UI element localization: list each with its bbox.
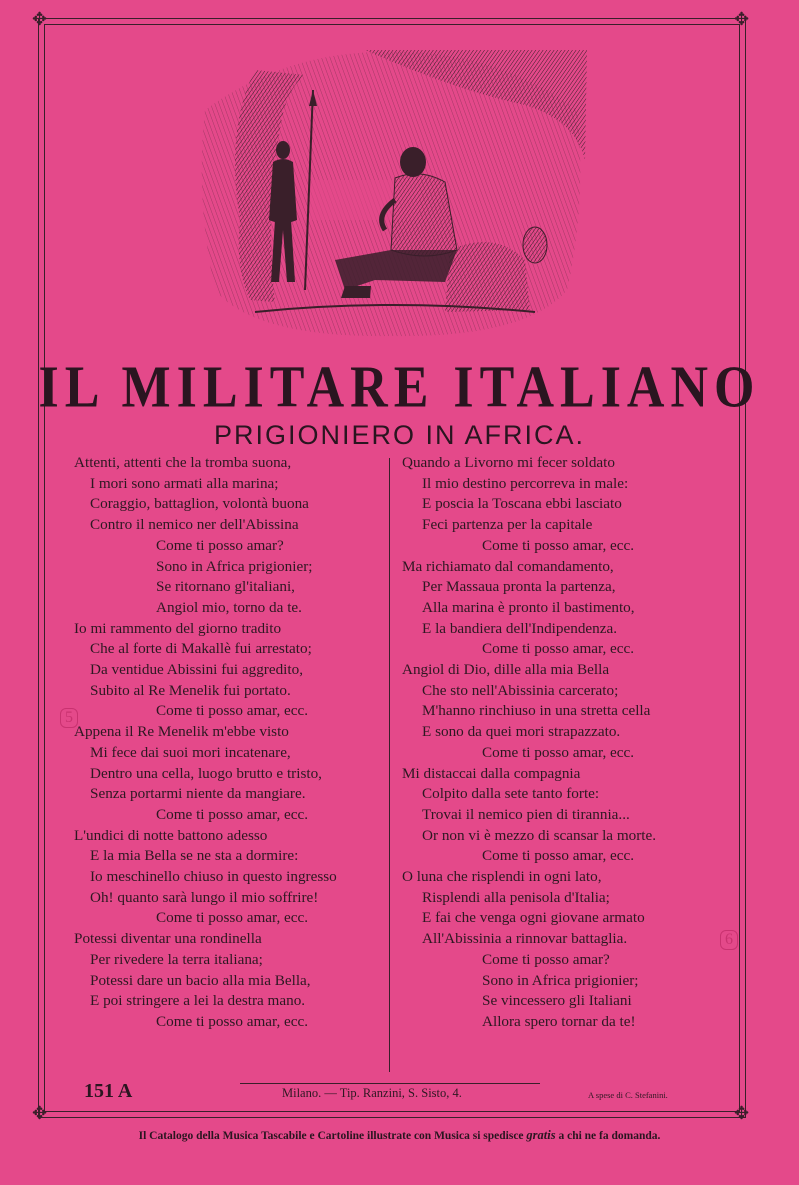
poem-line: Contro il nemico ner dell'Abissina	[90, 516, 299, 534]
poem-line: Che sto nell'Abissinia carcerato;	[422, 681, 619, 699]
poem-line: E la bandiera dell'Indipendenza.	[422, 619, 618, 637]
poem-line: Trovai il nemico pien di tirannia...	[422, 805, 630, 823]
poem-line: Come ti posso amar, ecc.	[156, 1012, 309, 1030]
poem-line: Come ti posso amar, ecc.	[156, 909, 309, 927]
corner-ornament-icon: ✥	[32, 9, 48, 29]
poem-line: Feci partenza per la capitale	[422, 516, 593, 534]
column-divider	[389, 458, 390, 1072]
poem-line: E fai che venga ogni giovane armato	[422, 909, 645, 927]
poem-line: Colpito dalla sete tanto forte:	[422, 785, 600, 803]
poem-line: E sono da quei mori strapazzato.	[422, 723, 621, 741]
poem-line: Come ti posso amar, ecc.	[482, 847, 635, 865]
poem-line: Come ti posso amar, ecc.	[482, 536, 635, 554]
poem-line: E la mia Bella se ne sta a dormire:	[90, 847, 299, 865]
poem-line: Io meschinello chiuso in questo ingresso	[90, 868, 337, 886]
poem-line: M'hanno rinchiuso in una stretta cella	[422, 702, 651, 720]
poem-line: Il mio destino percorreva in male:	[422, 474, 629, 492]
publisher-credit: A spese di C. Stefanini.	[588, 1090, 668, 1100]
poem-line: Come ti posso amar?	[156, 536, 284, 554]
poem-line: Come ti posso amar, ecc.	[482, 640, 635, 658]
catalog-notice	[0, 1128, 799, 1143]
poem-line: Risplendi alla penisola d'Italia;	[422, 888, 610, 906]
poem-line: Come ti posso amar, ecc.	[482, 743, 635, 761]
poem-line: Coraggio, battaglion, volontà buona	[90, 495, 309, 513]
footer-rule	[240, 1083, 540, 1084]
catalog-number: 151 A	[84, 1080, 133, 1102]
poem-line: Angiol mio, torno da te.	[156, 598, 302, 616]
poem-line: E poi stringere a lei la destra mano.	[90, 992, 306, 1010]
poem-line: Io mi rammento del giorno tradito	[74, 619, 282, 637]
poem-line: I mori sono armati alla marina;	[90, 474, 279, 492]
corner-ornament-icon: ✥	[734, 9, 750, 29]
printer-imprint: Milano. — Tip. Ranzini, S. Sisto, 4.	[282, 1086, 462, 1100]
poem-line: Subito al Re Menelik fui portato.	[90, 681, 291, 699]
poem-left-column	[74, 453, 404, 1033]
poem-line: Potessi diventar una rondinella	[74, 930, 262, 948]
poem-line: Che al forte di Makallè fui arrestato;	[90, 640, 312, 658]
poem-line: Come ti posso amar, ecc.	[156, 805, 309, 823]
poem-line: O luna che risplendi in ogni lato,	[402, 868, 602, 886]
poem-line: Or non vi è mezzo di scansar la morte.	[422, 826, 657, 844]
corner-ornament-icon: ✥	[32, 1103, 48, 1123]
stamp-mark: 5	[60, 708, 78, 728]
poem-line: Dentro una cella, luogo brutto e tristo,	[90, 764, 322, 782]
poem-line: Se ritornano gl'italiani,	[156, 578, 295, 596]
stamp-mark: 6	[720, 930, 738, 950]
poem-line: Senza portarmi niente da mangiare.	[90, 785, 306, 803]
poem-line: Appena il Re Menelik m'ebbe visto	[74, 723, 289, 741]
catalog-notice-text: Il Catalogo della Musica Tascabile e Cartoline illustrate con Musica si spedisce	[138, 1130, 524, 1142]
poem-line: All'Abissinia a rinnovar battaglia.	[422, 930, 628, 948]
catalog-notice-emph: gratis	[526, 1128, 556, 1142]
poem-line: Per Massaua pronta la partenza,	[422, 578, 616, 596]
poem-right-column	[402, 453, 732, 1033]
page-title: IL MILITARE ITALIANO	[38, 354, 761, 421]
poem-line: Per rivedere la terra italiana;	[90, 950, 263, 968]
poem-line: Mi distaccai dalla compagnia	[402, 764, 581, 782]
poem-line: Se vincessero gli Italiani	[482, 992, 632, 1010]
poem-line: L'undici di notte battono adesso	[74, 826, 268, 844]
poem-line: Da ventidue Abissini fui aggredito,	[90, 661, 304, 679]
poem-line: E poscia la Toscana ebbi lasciato	[422, 495, 622, 513]
poem-line: Oh! quanto sarà lungo il mio soffrire!	[90, 888, 319, 906]
corner-ornament-icon: ✥	[734, 1103, 750, 1123]
poem-line: Potessi dare un bacio alla mia Bella,	[90, 971, 311, 989]
poem-line: Sono in Africa prigionier;	[482, 971, 639, 989]
page-subtitle: PRIGIONIERO IN AFRICA.	[213, 420, 586, 450]
poem-line: Alla marina è pronto il bastimento,	[422, 598, 635, 616]
poem-line: Allora spero tornar da te!	[482, 1012, 636, 1030]
poem-line: Come ti posso amar?	[482, 950, 610, 968]
poem-line: Mi fece dai suoi mori incatenare,	[90, 743, 291, 761]
poem-line: Ma richiamato dal comandamento,	[402, 557, 614, 575]
poem-line: Attenti, attenti che la tromba suona,	[74, 454, 292, 471]
poem-line: Angiol di Dio, dille alla mia Bella	[402, 661, 610, 679]
poem-line: Quando a Livorno mi fecer soldato	[402, 454, 615, 471]
engraving-illustration	[195, 50, 587, 338]
catalog-notice-end: a chi ne fa domanda.	[558, 1130, 661, 1142]
poem-line: Sono in Africa prigionier;	[156, 557, 313, 575]
water-jar	[523, 227, 547, 263]
poem-line: Come ti posso amar, ecc.	[156, 702, 309, 720]
